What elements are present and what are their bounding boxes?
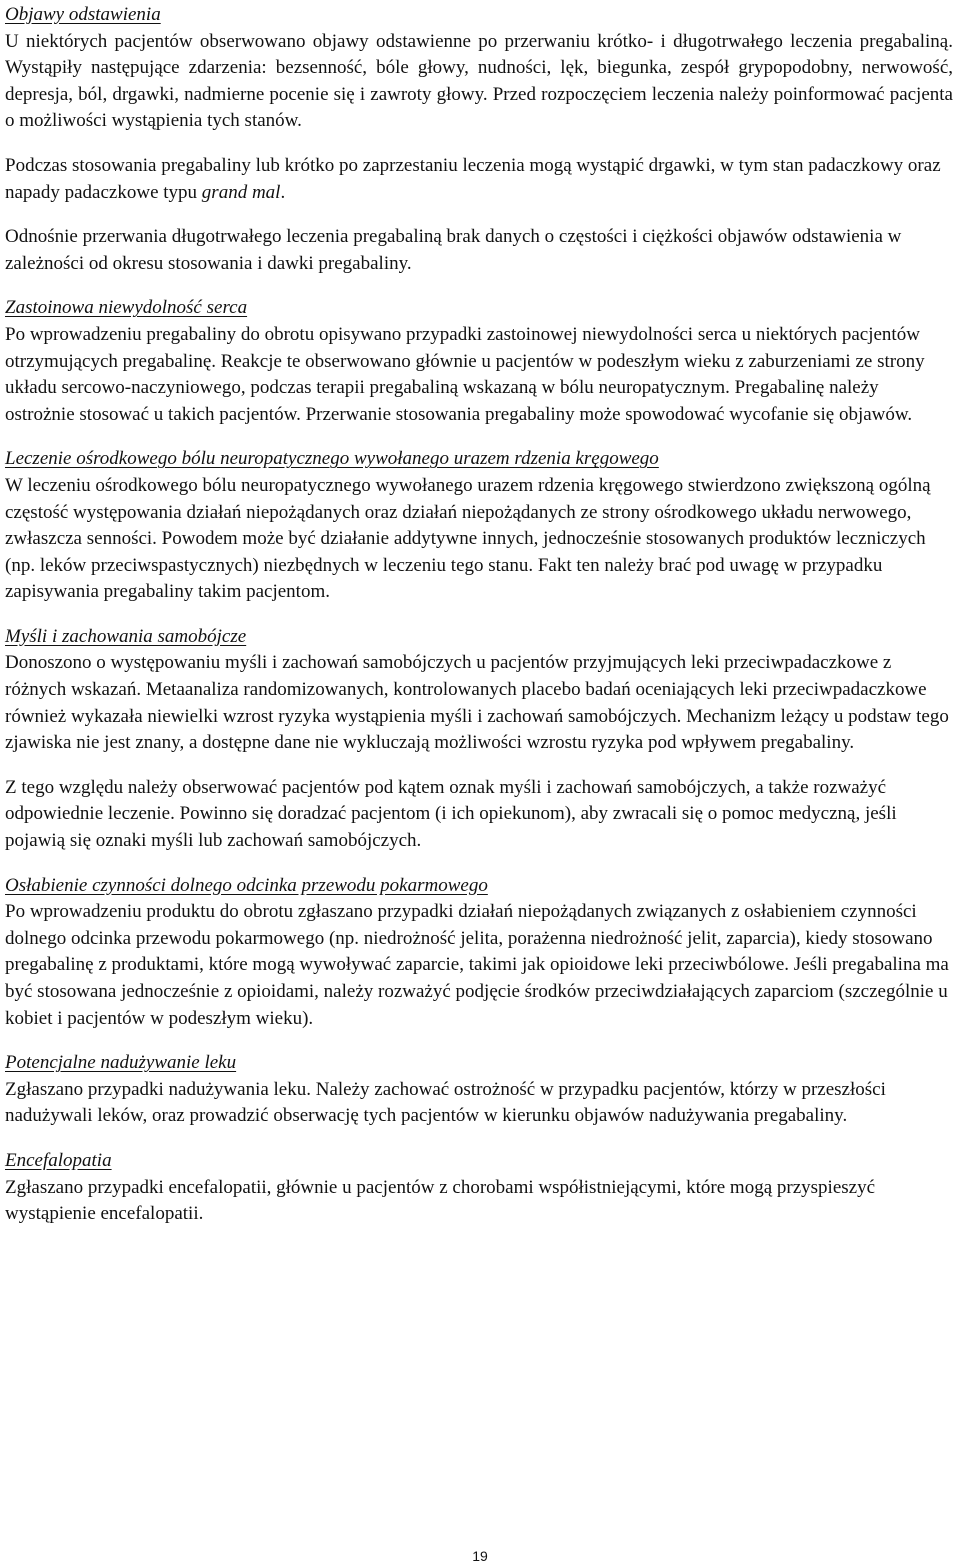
paragraph-heart-failure: Po wprowadzeniu pregabaliny do obrotu opisywano przypadki zastoinowej niewydolności serca u niektórych pacjentów otrzymujących pregabalinę. Reakcje te obserwowano głównie u pacjentów w podeszłym wieku z zaburzeniami ze strony układu sercowo-naczyniowego, podczas terapii pregabaliną wskazaną w bólu neuropatycznym. Pregabalinę należy ostrożnie stosować u takich pacjentów. Przerwanie stosowania pregabaliny może spowodować wycofanie się objawów. (5, 323, 925, 425)
section-heading-abuse: Potencjalne nadużywanie leku (5, 1052, 237, 1074)
paragraph-spacer (5, 855, 953, 873)
paragraph-spacer (5, 757, 953, 775)
grand-mal-term: grand mal (201, 181, 281, 203)
section-heading-heart-failure: Zastoinowa niewydolność serca (5, 297, 248, 319)
paragraph-spacer (5, 277, 953, 295)
paragraph-spinal-cord-pain: W leczeniu ośrodkowego bólu neuropatycznego wywołanego urazem rdzenia kręgowego stwierdzono zwiększoną ogólną częstość występowania działań niepożądanych oraz działań niepożądanych ze strony ośrodkowego układu nerwowego, zwłaszcza senności. Powodem może być działanie addytywne innych, jednocześnie stosowanych produktów leczniczych (np. leków przeciwspastycznych) niezbędnych w leczeniu tego stanu. Fakt ten należy brać pod uwagę w przypadku zapisywania pregabaliny takim pacjentom. (5, 474, 931, 603)
paragraph-lower-gi: Po wprowadzeniu produktu do obrotu zgłaszano przypadki działań niepożądanych związanych z osłabieniem czynności dolnego odcinka przewodu pokarmowego (np. niedrożność jelita, porażenna niedrożność jelit, zaparcia), kiedy stosowano pregabalinę z produktami, które mogą wywoływać zaparcie, takimi jak opioidowe leki przeciwbólowe. Jeśli pregabalina ma być stosowana jednocześnie z opioidami, należy rozważyć podjęcie środków przeciwdziałających zaparciom (szczególnie u kobiet i pacjentów w podeszłym wieku). (5, 901, 949, 1029)
paragraph-abuse: Zgłaszano przypadki nadużywania leku. Należy zachować ostrożność w przypadku pacjentów, którzy w przeszłości nadużywali leków, oraz prowadzić obserwację tych pacjentów w kierunku objawów nadużywania pregabaliny. (5, 1078, 886, 1127)
page-number: 19 (472, 1548, 488, 1564)
paragraph-spacer (5, 428, 953, 446)
section-heading-encephalopathy: Encefalopatia (5, 1149, 112, 1171)
paragraph-encephalopathy: Zgłaszano przypadki encefalopatii, głównie u pacjentów z chorobami współistniejącymi, które mogą przyspieszyć wystąpienie encefalopatii. (5, 1176, 876, 1225)
paragraph-seizures (5, 153, 953, 206)
paragraph-seizures-end: . (280, 181, 286, 203)
paragraph-spacer (5, 206, 953, 224)
paragraph-withdrawal-symptoms: U niektórych pacjentów obserwowano objawy odstawienne po przerwaniu krótko- i długotrwałego leczenia pregabaliną. Wystąpiły następujące zdarzenia: bezsenność, bóle głowy, nudności, lęk, biegunka, zespół grypopodobny, nerwowość, depresja, ból, drgawki, nadmierne pocenie się i zawroty głowy. Przed rozpoczęciem leczenia należy poinformować pacjenta o możliwości wystąpienia tych stanów. (5, 30, 953, 132)
paragraph-seizures-text: Podczas stosowania pregabaliny lub krótko po zaprzestaniu leczenia mogą wystąpić drgawki, w tym stan padaczkowy oraz napady padaczkowe typu (5, 154, 941, 203)
document-page (5, 2, 953, 1228)
section-heading-spinal-cord-pain: Leczenie ośrodkowego bólu neuropatycznego wywołanego urazem rdzenia kręgowego (5, 448, 659, 470)
paragraph-spacer (5, 606, 953, 624)
paragraph-suicidal-monitoring: Z tego względu należy obserwować pacjentów pod kątem oznak myśli i zachowań samobójczych, a także rozważyć odpowiednie leczenie. Powinno się doradzać pacjentom (i ich opiekunom), aby zwracali się o pomoc medyczną, jeśli pojawią się oznaki myśli lub zachowań samobójczych. (5, 776, 897, 852)
paragraph-suicidal-thoughts: Donoszono o występowaniu myśli i zachowań samobójczych u pacjentów przyjmujących leki przeciwpadaczkowe z różnych wskazań. Metaanaliza randomizowanych, kontrolowanych placebo badań oceniających leki przeciwpadaczkowe również wykazała niewielki wzrost ryzyka wystąpienia myśli i zachowań samobójczych. Mechanizm leżący u podstaw tego zjawiska nie jest znany, a dostępne dane nie wykluczają możliwości wzrostu ryzyka pod wpływem pregabaliny. (5, 652, 949, 754)
paragraph-spacer (5, 135, 953, 153)
section-heading-suicidal-thoughts: Myśli i zachowania samobójcze (5, 625, 247, 647)
paragraph-spacer (5, 1032, 953, 1050)
paragraph-spacer (5, 1130, 953, 1148)
section-heading-withdrawal: Objawy odstawienia (5, 4, 161, 25)
paragraph-longterm-discontinuation: Odnośnie przerwania długotrwałego leczenia pregabaliną brak danych o częstości i ciężkości objawów odstawienia w zależności od okresu stosowania i dawki pregabaliny. (5, 226, 902, 274)
section-heading-lower-gi: Osłabienie czynności dolnego odcinka przewodu pokarmowego (5, 874, 488, 896)
